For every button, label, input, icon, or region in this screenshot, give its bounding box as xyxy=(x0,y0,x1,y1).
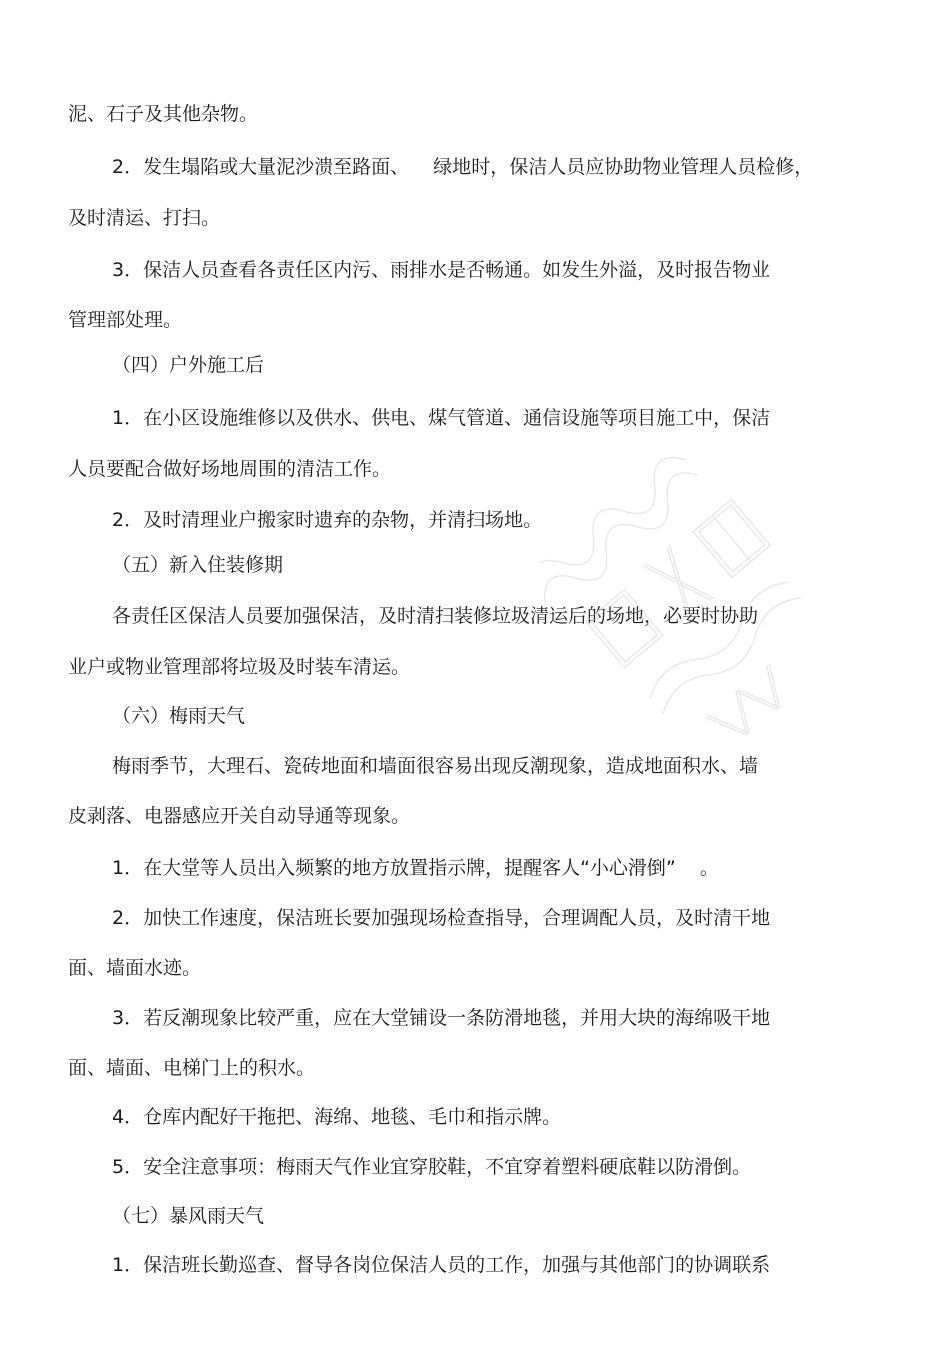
text-line: 泥、石子及其他杂物。 xyxy=(68,103,259,125)
section-heading: （四）户外施工后 xyxy=(112,354,265,376)
text-line: 梅雨季节，大理石、瓷砖地面和墙面很容易出现反潮现象，造成地面积水、墙 xyxy=(112,755,759,777)
text-line: 2．加快工作速度，保洁班长要加强现场检查指导，合理调配人员，及时清干地 xyxy=(112,907,771,929)
text-line: 2．及时清理业户搬家时遗弃的杂物，并清扫场地。 xyxy=(112,509,543,531)
text-line: 皮剥落、电器感应开关自动导通等现象。 xyxy=(68,805,411,827)
text-line: 2．发生塌陷或大量泥沙溃至路面、 绿地时，保洁人员应协助物业管理人员检修， xyxy=(112,156,814,178)
text-line: 3．保洁人员查看各责任区内污、雨排水是否畅通。如发生外溢，及时报告物业 xyxy=(112,259,771,281)
text-line: 4．仓库内配好干拖把、海绵、地毯、毛巾和指示牌。 xyxy=(112,1106,562,1128)
section-heading: （六）梅雨天气 xyxy=(112,705,246,727)
text-line: 各责任区保洁人员要加强保洁，及时清扫装修垃圾清运后的场地，必要时协助 xyxy=(112,605,759,627)
text-line: 管理部处理。 xyxy=(68,309,183,331)
text-line: 业户或物业管理部将垃圾及时装车清运。 xyxy=(68,656,411,678)
section-heading: （七）暴风雨天气 xyxy=(112,1205,265,1227)
text-line: 面、墙面水迹。 xyxy=(68,957,202,979)
text-line: 人员要配合做好场地周围的清洁工作。 xyxy=(68,458,392,480)
text-line: 面、墙面、电梯门上的积水。 xyxy=(68,1057,316,1079)
section-heading: （五）新入住装修期 xyxy=(112,554,284,576)
text-line: 1．在大堂等人员出入频繁的地方放置指示牌，提醒客人“小心滑倒” 。 xyxy=(112,857,719,879)
text-line: 5．安全注意事项：梅雨天气作业宜穿胶鞋，不宜穿着塑料硬底鞋以防滑倒。 xyxy=(112,1156,752,1178)
text-line: 1．保洁班长勤巡查、督导各岗位保洁人员的工作，加强与其他部门的协调联系 xyxy=(112,1254,771,1276)
text-line: 及时清运、打扫。 xyxy=(68,207,221,229)
text-line: 1．在小区设施维修以及供水、供电、煤气管道、通信设施等项目施工中，保洁 xyxy=(112,407,771,429)
text-line: 3．若反潮现象比较严重，应在大堂铺设一条防滑地毯，并用大块的海绵吸干地 xyxy=(112,1007,771,1029)
